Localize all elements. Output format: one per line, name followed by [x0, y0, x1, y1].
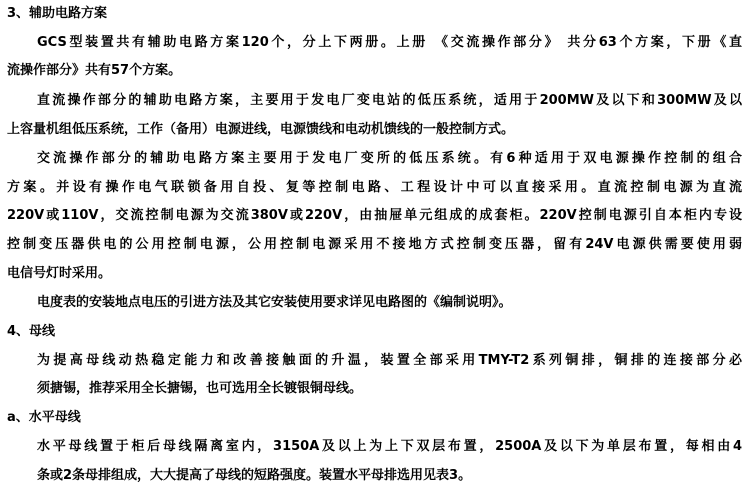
section-3-para-3-line-4: 控制变压器供电的公用控制电源，公用控制电源采用不接地方式控制变压器，留有24V电源供需要使用弱 — [7, 237, 742, 252]
section-4-para-1-line-2: 须搪锡，推荐采用全长搪锡，也可选用全长镀银铜母线。 — [37, 381, 363, 396]
section-3-heading: 3、辅助电路方案 — [7, 6, 108, 21]
section-3-para-2-line-2: 上容量机组低压系统，工作（备用）电源进线，电源馈线和电动机馈线的一般控制方式。 — [7, 122, 515, 137]
section-3-para-4-line-1: 电度表的安装地点电压的引进方法及其它安装使用要求详见电路图的《编制说明》。 — [37, 295, 512, 310]
section-3-para-2-line-1: 直流操作部分的辅助电路方案，主要用于发电厂变电站的低压系统，适用于200MW及以下和300MW及以 — [37, 93, 742, 108]
section-3-para-3-line-2: 方案。并设有操作电气联锁备用自投、复等控制电路、工程设计中可以直接采用。直流控制电源为直流 — [7, 180, 742, 195]
section-4-heading: 4、母线 — [7, 324, 56, 339]
section-3-para-3-line-5: 电信号灯时采用。 — [7, 266, 112, 281]
subsection-a-heading: a、水平母线 — [7, 410, 81, 425]
section-3-para-3-line-3: 220V或110V，交流控制电源为交流380V或220V，由抽屉单元组成的成套柜。220V控制电源引自本柜内专设 — [7, 208, 742, 223]
subsection-a-para-1-line-1: 水平母线置于柜后母线隔离室内，3150A及以上为上下双层布置，2500A及以下为单层布置，每相由4 — [37, 439, 742, 454]
section-3-para-3-line-1: 交流操作部分的辅助电路方案主要用于发电厂变所的低压系统。有6种适用于双电源操作控制的组合 — [37, 151, 742, 166]
section-3-para-1-line-1: GCS型装置共有辅助电路方案120个，分上下两册。上册 《交流操作部分》 共分63个方案，下册《直 — [37, 35, 742, 50]
section-3-para-1-line-2: 流操作部分》共有57个方案。 — [7, 63, 182, 78]
section-4-para-1-line-1: 为提高母线动热稳定能力和改善接触面的升温，装置全部采用TMY-T2系列铜排，铜排的连接部分必 — [37, 353, 742, 368]
subsection-a-para-1-line-2: 条或2条母排组成，大大提高了母线的短路强度。装置水平母排选用见表3。 — [37, 468, 472, 483]
